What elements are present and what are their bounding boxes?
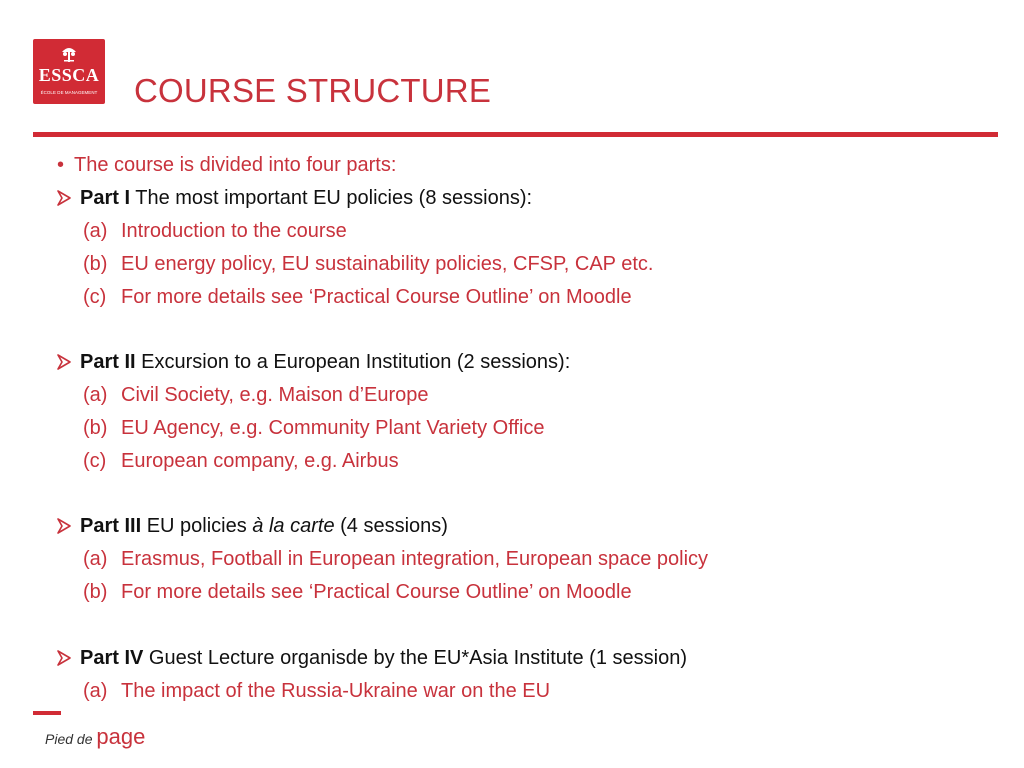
item-letter: (b) [83, 581, 108, 603]
item-text: Introduction to the course [121, 220, 347, 242]
part-3-description-after: (4 sessions) [334, 515, 448, 537]
footer-page: page [96, 724, 146, 749]
part-4-text [80, 643, 687, 673]
part-3-description-italic: à la carte [252, 515, 335, 537]
intro-text: The course is divided into four parts: [74, 154, 397, 176]
part-2-description: Excursion to a European Institution (2 sessions): [135, 351, 571, 373]
part-1-description: The most important EU policies (8 sessions): [130, 187, 533, 209]
part-1-text [80, 183, 532, 213]
item-letter: (a) [83, 384, 108, 406]
item-text: European company, e.g. Airbus [121, 450, 399, 472]
page-title: COURSE STRUCTURE [134, 72, 492, 109]
footer-accent-bar [33, 711, 61, 715]
part-4-label: Part IV [80, 647, 144, 669]
item-letter: (a) [83, 220, 108, 242]
item-letter: (b) [83, 417, 108, 439]
item-letter: (a) [83, 548, 108, 570]
logo-name: ESSCA [38, 65, 100, 85]
item-letter: (b) [83, 253, 108, 275]
item-text: Civil Society, e.g. Maison d’Europe [121, 384, 429, 406]
arrow-bullet-icon [57, 354, 71, 370]
item-text: Erasmus, Football in European integration, European space policy [121, 548, 709, 570]
item-letter: (c) [83, 286, 107, 308]
bullet-dot-icon: • [57, 154, 65, 176]
item-text: The impact of the Russia-Ukraine war on the EU [121, 680, 551, 702]
arrow-bullet-icon [57, 650, 71, 666]
logo-subtitle: ÉCOLE DE MANAGEMENT [40, 90, 98, 95]
item-letter: (a) [83, 680, 108, 702]
essca-logo [33, 39, 105, 104]
header-divider [33, 132, 998, 137]
arrow-bullet-icon [57, 190, 71, 206]
item-text: For more details see ‘Practical Course Outline’ on Moodle [121, 286, 632, 308]
arrow-bullet-icon [57, 518, 71, 534]
item-text: EU energy policy, EU sustainability policies, CFSP, CAP etc. [121, 253, 654, 275]
part-3-label: Part III [80, 515, 142, 537]
part-4-description: Guest Lecture organisde by the EU*Asia Institute (1 session) [143, 647, 687, 669]
item-letter: (c) [83, 450, 107, 472]
part-3-text [80, 511, 448, 541]
footer-label: Pied de [45, 731, 97, 747]
footer [45, 724, 145, 750]
part-2-text [80, 347, 570, 377]
item-text: EU Agency, e.g. Community Plant Variety Office [121, 417, 545, 439]
part-3-description-before: EU policies [141, 515, 253, 537]
part-2-label: Part II [80, 351, 136, 373]
item-text: For more details see ‘Practical Course Outline’ on Moodle [121, 581, 632, 603]
part-1-label: Part I [80, 187, 131, 209]
